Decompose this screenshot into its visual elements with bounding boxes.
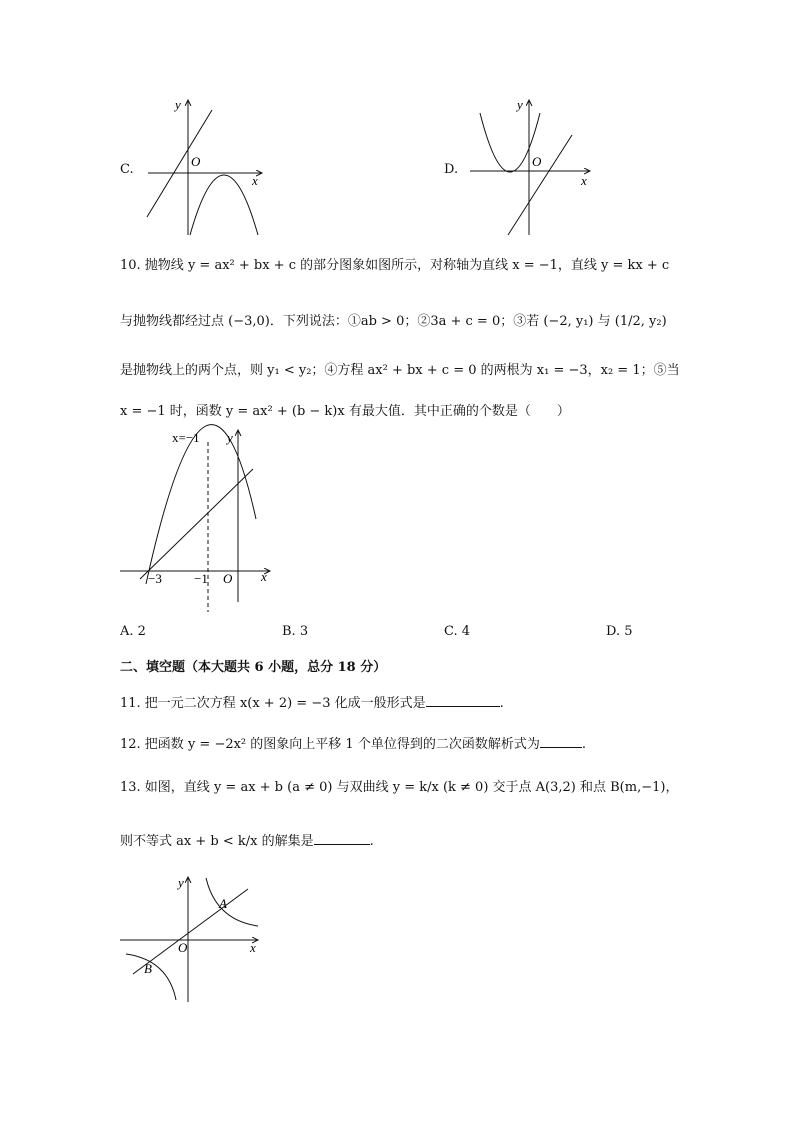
- option-d-graph: [468, 95, 598, 240]
- q10-line-4: x = −1 时，函数 y = ax² + (b − k)x 有最大值．其中正确的个数是（ ）: [120, 404, 570, 419]
- line-graph: [140, 469, 253, 579]
- x-label: x: [250, 940, 256, 955]
- q10-option-c: C. 4: [444, 624, 471, 639]
- q12-end: .: [581, 737, 586, 752]
- section-heading: 二、填空题（本大题共 6 小题，总分 18 分）: [120, 660, 387, 675]
- q13-end: .: [369, 834, 374, 849]
- q11-text: 11. 把一元二次方程 x(x + 2) = −3 化成一般形式是: [120, 696, 426, 711]
- x-label: x: [252, 173, 258, 188]
- q13-text: 则不等式 ax + b < k/x 的解集是: [120, 834, 314, 849]
- option-c-graph: [140, 95, 270, 240]
- q12-text: 12. 把函数 y = −2x² 的图象向上平移 1 个单位得到的二次函数解析式为: [120, 737, 540, 752]
- q12-answer-blank[interactable]: [540, 735, 582, 748]
- axis-line-label: x=−1: [172, 430, 200, 445]
- y-label: y: [227, 430, 233, 445]
- q10-option-a: A. 2: [120, 624, 146, 639]
- q11-answer-blank[interactable]: [426, 694, 500, 707]
- tick-neg3: −3: [148, 571, 162, 586]
- origin-label: O: [178, 940, 188, 955]
- parabola-graph: [480, 113, 540, 172]
- option-c-label: C.: [120, 162, 134, 177]
- q13-line-1: 13. 如图，直线 y = ax + b (a ≠ 0) 与双曲线 y = k/x (k ≠ 0) 交于点 A(3,2) 和点 B(m,−1)，: [120, 780, 679, 795]
- q10-graph: [118, 424, 283, 616]
- q13-line-2: [120, 830, 374, 849]
- x-label: x: [261, 569, 267, 584]
- q13-graph: [118, 872, 268, 1007]
- y-label: y: [517, 97, 523, 112]
- option-d-label: D.: [444, 162, 459, 177]
- q10-option-d: D. 5: [606, 624, 633, 639]
- origin-label: O: [191, 154, 201, 169]
- parabola-graph: [190, 175, 258, 235]
- x-label: x: [581, 173, 587, 188]
- q11: [120, 692, 504, 711]
- parabola-graph: [146, 425, 256, 584]
- y-label: y: [175, 97, 181, 112]
- q10-line-2: 与抛物线都经过点 (−3,0)．下列说法：①ab > 0；②3a + c = 0；③若 (−2, y₁) 与 (1/2, y₂): [120, 314, 667, 329]
- point-b-label: B: [144, 961, 152, 976]
- q11-end: .: [499, 696, 504, 711]
- y-label: y: [178, 875, 184, 890]
- line-graph: [508, 135, 572, 235]
- hyperbola-branch-1: [206, 878, 258, 926]
- q10-line-1: 10. 抛物线 y = ax² + bx + c 的部分图象如图所示，对称轴为直线 x = −1，直线 y = kx + c: [120, 258, 670, 273]
- q10-line-3: 是抛物线上的两个点，则 y₁ < y₂；④方程 ax² + bx + c = 0 的两根为 x₁ = −3，x₂ = 1；⑤当: [120, 363, 680, 378]
- q13-answer-blank[interactable]: [314, 832, 370, 845]
- q10-option-b: B. 3: [282, 624, 309, 639]
- origin-label: O: [223, 571, 233, 586]
- origin-label: O: [532, 154, 542, 169]
- point-a-label: A: [219, 896, 227, 911]
- tick-neg1: −1: [194, 571, 208, 586]
- line-graph: [147, 110, 212, 217]
- q12: [120, 733, 586, 752]
